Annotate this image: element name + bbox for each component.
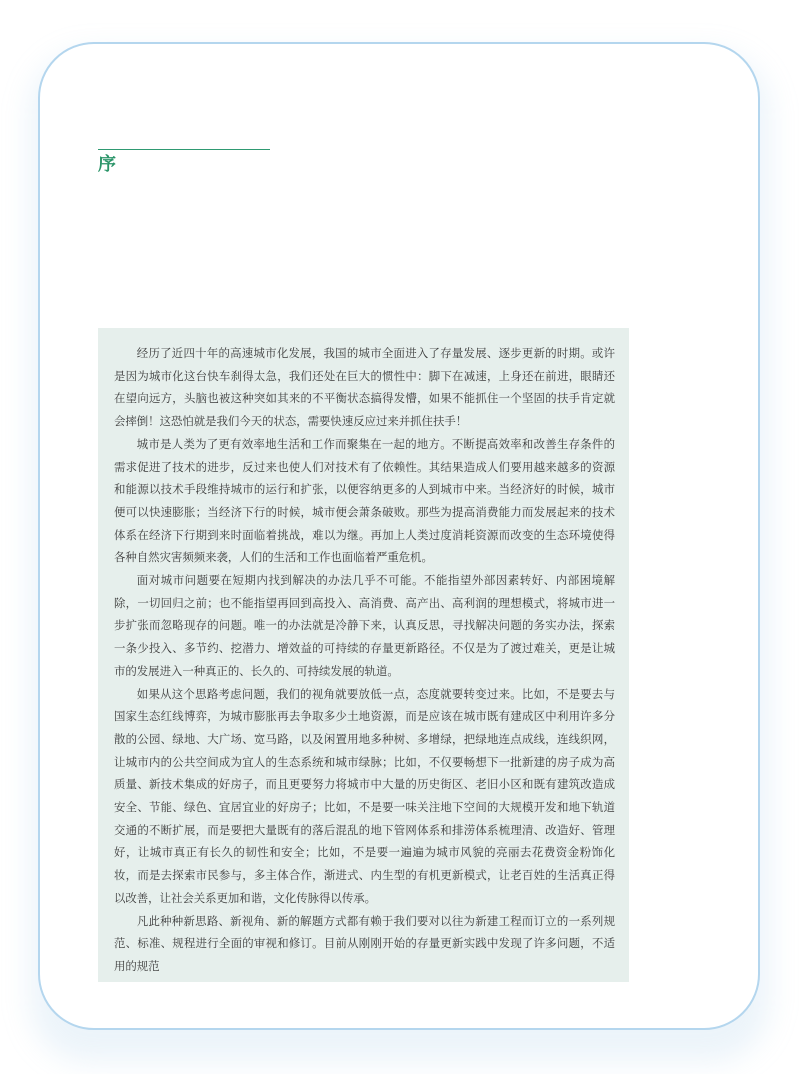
preface-body: [98, 328, 629, 978]
preface-text-block: [98, 328, 629, 982]
heading-rule: [98, 149, 270, 150]
paragraph-1: 经历了近四十年的高速城市化发展，我国的城市全面进入了存量发展、逐步更新的时期。或许是因为城市化这台快车刹得太急，我们还处在巨大的惯性中：脚下在减速，上身还在前进，眼睛还在望向远方，头脑也被这种突如其来的不平衡状态搞得发懵，如果不能抓住一个坚固的扶手肯定就会摔倒！这恐怕就是我们今天的状态，需要快速反应过来并抓住扶手！: [114, 346, 615, 429]
paragraph-4: 如果从这个思路考虑问题，我们的视角就要放低一点，态度就要转变过来。比如，不是要去与国家生态红线博弈，为城市膨胀再去争取多少土地资源，而是应该在城市既有建成区中利用许多分散的公园、绿地、大广场、宽马路，以及闲置用地多种树、多增绿，把绿地连点成线，连线织网，让城市内的公共空间成为宜人的生态系统和城市绿脉；比如，不仅要畅想下一批新建的房子成为高质量、新技术集成的好房子，而且更要努力将城市中大量的历史街区、老旧小区和既有建筑改造成安全、节能、绿色、宜居宜业的好房子；比如，不是要一味关注地下空间的大规模开发和地下轨道交通的不断扩展，而是要把大量既有的落后混乱的地下管网体系和排涝体系梳理清、改造好、管理好，让城市真正有长久的韧性和安全；比如，不是要一遍遍为城市风貌的亮丽去花费资金粉饰化妆，而是去探索市民参与，多主体合作，渐进式、内生型的有机更新模式，让老百姓的生活真正得以改善，让社会关系更加和谐，文化传脉得以传承。: [114, 686, 615, 905]
paragraph-2: 城市是人类为了更有效率地生活和工作而聚集在一起的地方。不断提高效率和改善生存条件的需求促进了技术的进步，反过来也使人们对技术有了依赖性。其结果造成人们要用越来越多的资源和能源以技术手段维持城市的运行和扩张，以便容纳更多的人到城市中来。当经济好的时候，城市便可以快速膨胀；当经济下行的时候，城市便会萧条破败。那些为提高消费能力而发展起来的技术体系在经济下行期到来时面临着挑战，难以为继。再加上人类过度消耗资源而改变的生态环境使得各种自然灾害频频来袭，人们的生活和工作也面临着严重危机。: [114, 436, 615, 565]
paragraph-3: 面对城市问题要在短期内找到解决的办法几乎不可能。不能指望外部因素转好、内部困境解除，一切回归之前；也不能指望再回到高投入、高消费、高产出、高利润的理想模式，将城市进一步扩张而忽略现存的问题。唯一的办法就是冷静下来，认真反思，寻找解决问题的务实办法，探索一条少投入、多节约、挖潜力、增效益的可持续的存量更新路径。不仅是为了渡过难关，更是让城市的发展进入一种真正的、长久的、可持续发展的轨道。: [114, 573, 615, 678]
section-heading: 序: [98, 154, 116, 175]
paragraph-5: 凡此种种新思路、新视角、新的解题方式都有赖于我们要对以往为新建工程而订立的一系列规范、标准、规程进行全面的审视和修订。目前从刚刚开始的存量更新实践中发现了许多问题，不适用的规范: [114, 913, 615, 973]
